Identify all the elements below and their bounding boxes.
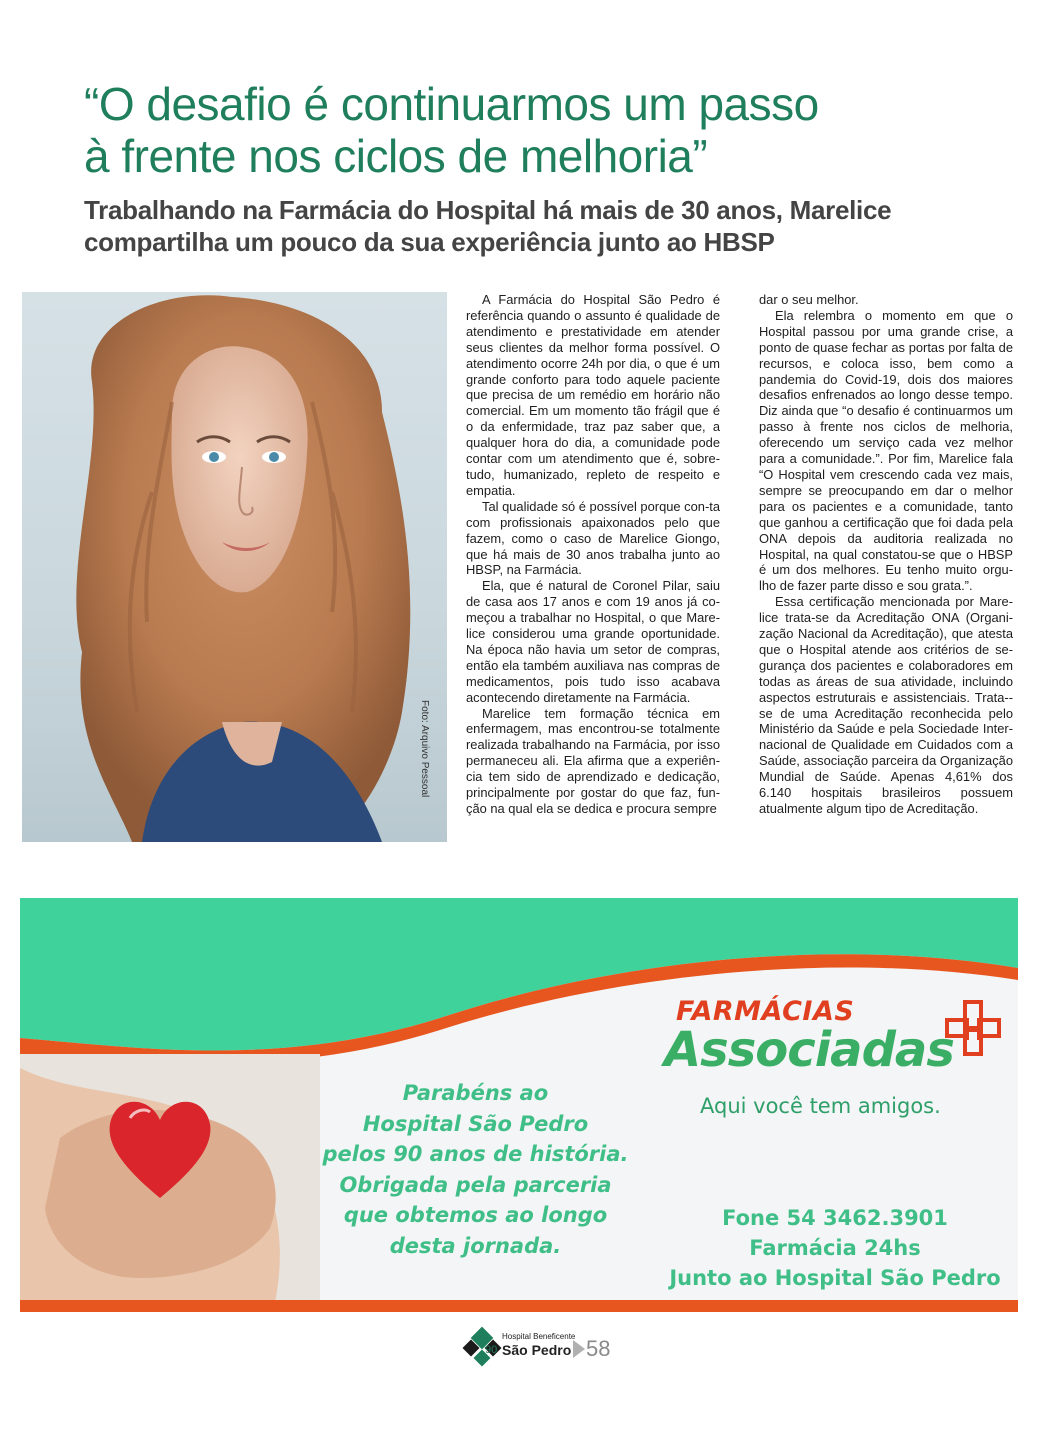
- location: Junto ao Hospital São Pedro: [669, 1266, 1001, 1290]
- footer-org-small: Hospital Beneficente: [502, 1332, 576, 1341]
- message-line: Obrigada pela parceria: [339, 1172, 612, 1197]
- subhead-line-1: Trabalhando na Farmácia do Hospital há mais de 30 anos, Marelice: [84, 195, 892, 225]
- message-line: pelos 90 anos de história.: [322, 1142, 629, 1166]
- page-number: 58: [586, 1336, 611, 1361]
- anniversary-number: 90: [485, 1344, 498, 1356]
- message-line: Hospital São Pedro: [362, 1111, 589, 1136]
- portrait-illustration: [22, 292, 447, 842]
- paragraph: Essa certificação mencionada por Mare-lice trata-se da Acreditação ONA (Organi-zação Nacional da Acreditação), que atesta que o Hospital atende aos critérios de se-gurança dos pacientes e colaboradores em todas as áreas de sua atividade, incluindo aspectos estruturais e assistenciais. Trata--se de uma Acreditação reconhecida pelo Ministério da Saúde e pela Sociedade Inter-nacional de Qualidade em Cuidados com a Saúde, associação parceira da Organização Mundial de Saúde. Apenas 4,61% dos 6.140 hospitais brasileiros possuem atualmente algum tipo de Acreditação.: [759, 594, 1013, 816]
- article-column-2: [759, 292, 1013, 817]
- brand-name-main: Associadas: [664, 1022, 954, 1078]
- phone-number: Fone 54 3462.3901: [722, 1206, 948, 1230]
- pharmacy-cross-logo-icon: [945, 1000, 1001, 1056]
- message-line: desta jornada.: [389, 1233, 562, 1258]
- paragraph: A Farmácia do Hospital São Pedro é referência quando o assunto é qualidade de atendimento e prestatividade em atender seus clientes da melhor forma possível. O atendimento ocorre 24h por dia, o que é um grande conforto para todo aquele paciente que precisa de um remédio em horário não comercial. Em um momento tão frágil que é o da enfermidade, traz paz saber que, a qualquer hora do dia, a comunidade pode contar com um atendimento que é, sobre-tudo, humanizado, repleto de respeito e empatia.: [466, 292, 720, 498]
- portrait-photo: [22, 292, 447, 842]
- message-line: Parabéns ao: [402, 1081, 549, 1105]
- photo-credit: Foto: Arquivo Pessoal: [419, 700, 430, 798]
- article-column-1: [466, 292, 720, 817]
- article-subhead: [84, 194, 984, 258]
- message-line: que obtemos ao longo: [343, 1203, 608, 1227]
- brand-slogan: Aqui você tem amigos.: [700, 1094, 941, 1118]
- headline-line-1: “O desafio é continuarmos um passo: [84, 78, 819, 130]
- headline-line-2: à frente nos ciclos de melhoria”: [84, 130, 708, 182]
- brand-name-top: FARMÁCIAS: [676, 996, 855, 1027]
- paragraph: Marelice tem formação técnica em enfermagem, mas encontrou-se totalmente realizada trabalhando na Farmácia, por isso permaneceu ali. Ela afirma que a experiên-cia tem sido de aprendizado e dedicação, principalmente por gostar do que faz, fun-ção na qual ela se dedica e procura sempre: [466, 705, 720, 816]
- paragraph: Ela, que é natural de Coronel Pilar, saiu de casa aos 17 anos e com 19 anos já co-meçou a trabalhar no Hospital, o que Mare-lice considerou uma grande oportunidade. Na época não havia um setor de compras, então ela também auxiliava nas compras de medicamentos, pois tudo isso acabava acontecendo diretamente na Farmácia.: [466, 578, 720, 705]
- ad-contact-info: [650, 1203, 1020, 1293]
- footer-org-name: São Pedro: [502, 1342, 572, 1358]
- opening-hours: Farmácia 24hs: [749, 1236, 921, 1260]
- page-arrow-icon: [573, 1340, 585, 1358]
- article-headline: [84, 78, 984, 182]
- paragraph: Ela relembra o momento em que o Hospital passou por uma grande crise, a ponto de quase fechar as portas por falta de recursos, e coloca isso, bem como a pandemia do Covid-19, dois dos maiores desafios enfrenados ao longo desse tempo. Diz ainda que “o desafio é continuarmos um passo à frente nos ciclos de melhoria, oferecendo um serviço cada vez melhor para a comunidade.”. Por fim, Marelice fala “O Hospital vem crescendo cada vez mais, sempre se preocupando em dar o melhor para os pacientes e a comunidade, tanto que ganhou a certificação que foi dada pela ONA depois da auditoria realizada no Hospital, na qual constatou-se que o HBSP é um dos melhores. Eu tenho muito orgu-lho de fazer parte disso e sou grata.”.: [759, 307, 1013, 594]
- subhead-line-2: compartilha um pouco da sua experiência junto ao HBSP: [84, 227, 775, 257]
- paragraph-continuation: dar o seu melhor.: [759, 292, 859, 307]
- paragraph: Tal qualidade só é possível porque con-ta com profissionais apaixonados pelo que fazem, como o caso de Marelice Giongo, que há mais de 30 anos trabalha junto ao HBSP, na Farmácia.: [466, 498, 720, 578]
- ad-congratulations-message: [298, 1078, 653, 1261]
